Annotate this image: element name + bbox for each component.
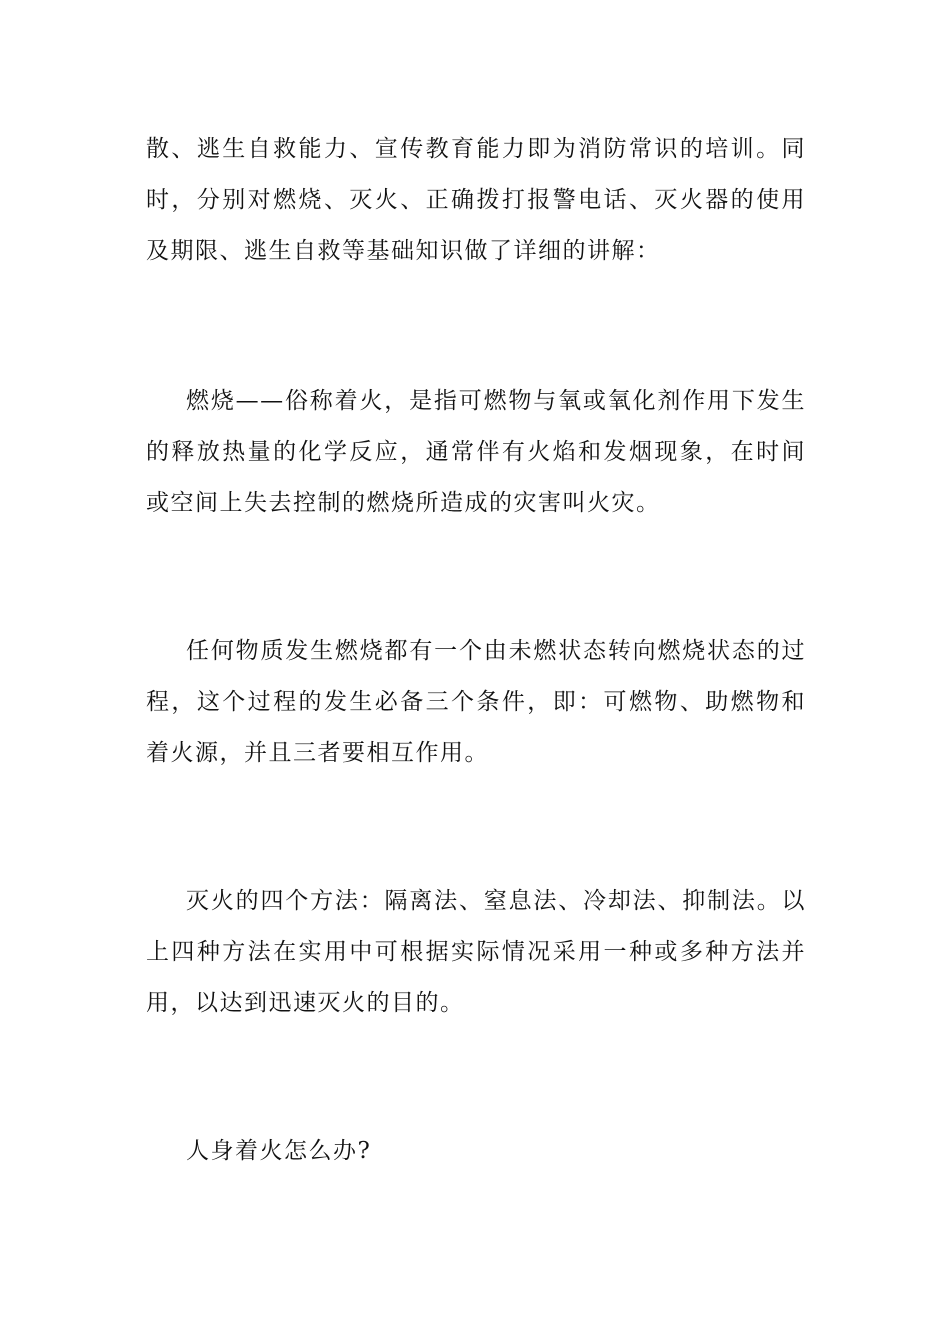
paragraph-combustion-definition: 燃烧——俗称着火，是指可燃物与氧或氧化剂作用下发生的释放热量的化学反应，通常伴有火焰和发烟现象，在时间或空间上失去控制的燃烧所造成的灾害叫火灾。: [146, 388, 806, 516]
paragraph-continued-training: 散、逃生自救能力、宣传教育能力即为消防常识的培训。同时，分别对燃烧、灭火、正确拨打报警电话、灭火器的使用及期限、逃生自救等基础知识做了详细的讲解：: [146, 136, 806, 264]
paragraph-extinguishing-methods: 灭火的四个方法：隔离法、窒息法、冷却法、抑制法。以上四种方法在实用中可根据实际情况采用一种或多种方法并用，以达到迅速灭火的目的。: [146, 888, 806, 1016]
paragraph-combustion-conditions: 任何物质发生燃烧都有一个由未燃状态转向燃烧状态的过程，这个过程的发生必备三个条件，即：可燃物、助燃物和着火源，并且三者要相互作用。: [146, 638, 806, 766]
paragraph-heading-body-on-fire: 人身着火怎么办?: [186, 1138, 372, 1164]
